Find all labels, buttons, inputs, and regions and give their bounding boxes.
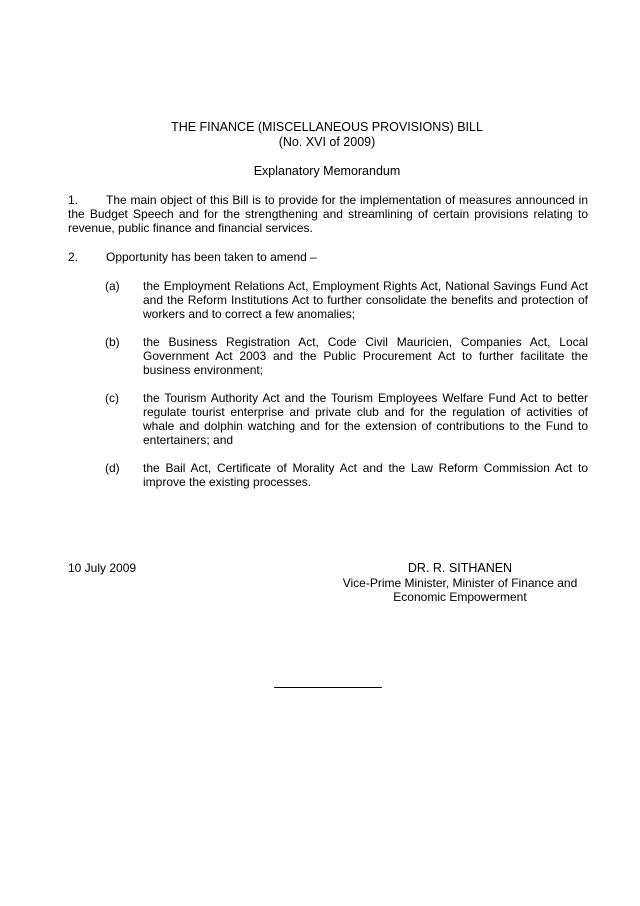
paragraph-1	[68, 193, 588, 235]
memorandum-heading: Explanatory Memorandum	[253, 164, 401, 178]
document-date: 10 July 2009	[68, 561, 137, 575]
signatory-name: DR. R. SITHANEN	[407, 561, 513, 575]
paragraph-text: The main object of this Bill is to provide for the implementation of measures announced in the Budget Speech and for the strengthening and streamlining of certain provisions relating to revenue, public finance and financial services.	[68, 193, 588, 235]
list-item-label: (a)	[105, 279, 120, 293]
list-item-label: (b)	[105, 335, 120, 349]
list-item-text: the Bail Act, Certificate of Morality Act and the Law Reform Commission Act to improve the existing processes.	[143, 461, 588, 489]
bill-number: (No. XVI of 2009)	[278, 135, 376, 149]
signature-block	[330, 561, 590, 605]
paragraph-text: Opportunity has been taken to amend –	[106, 250, 317, 264]
list-item-text: the Business Registration Act, Code Civil Mauricien, Companies Act, Local Government Act 2003 and the Public Procurement Act to further facilitate the business environment;	[143, 335, 588, 377]
signatory-title-line1: Vice-Prime Minister, Minister of Finance and	[342, 575, 578, 590]
bill-title: THE FINANCE (MISCELLANEOUS PROVISIONS) BILL	[171, 120, 483, 134]
list-item-label: (d)	[105, 461, 120, 475]
list-item-text: the Tourism Authority Act and the Tourism Employees Welfare Fund Act to better regulate tourist enterprise and private club and for the regulation of activities of whale and dolphin watching and for the extension of contributions to the Fund to entertainers; and	[143, 391, 588, 447]
signatory-title-line2: Economic Empowerment	[393, 590, 527, 604]
list-item-b	[105, 335, 588, 377]
list-item-d	[105, 461, 588, 489]
list-item-a	[105, 279, 588, 321]
list-item-label: (c)	[105, 391, 119, 405]
closing-rule	[274, 687, 382, 688]
list-item-c	[105, 391, 588, 447]
paragraph-number: 2.	[68, 250, 79, 264]
list-item-text: the Employment Relations Act, Employment Rights Act, National Savings Fund Act and the Reform Institutions Act to further consolidate the benefits and protection of workers and to correct a few anomalies;	[143, 279, 588, 321]
paragraph-2	[68, 250, 588, 264]
paragraph-number: 1.	[68, 193, 79, 207]
